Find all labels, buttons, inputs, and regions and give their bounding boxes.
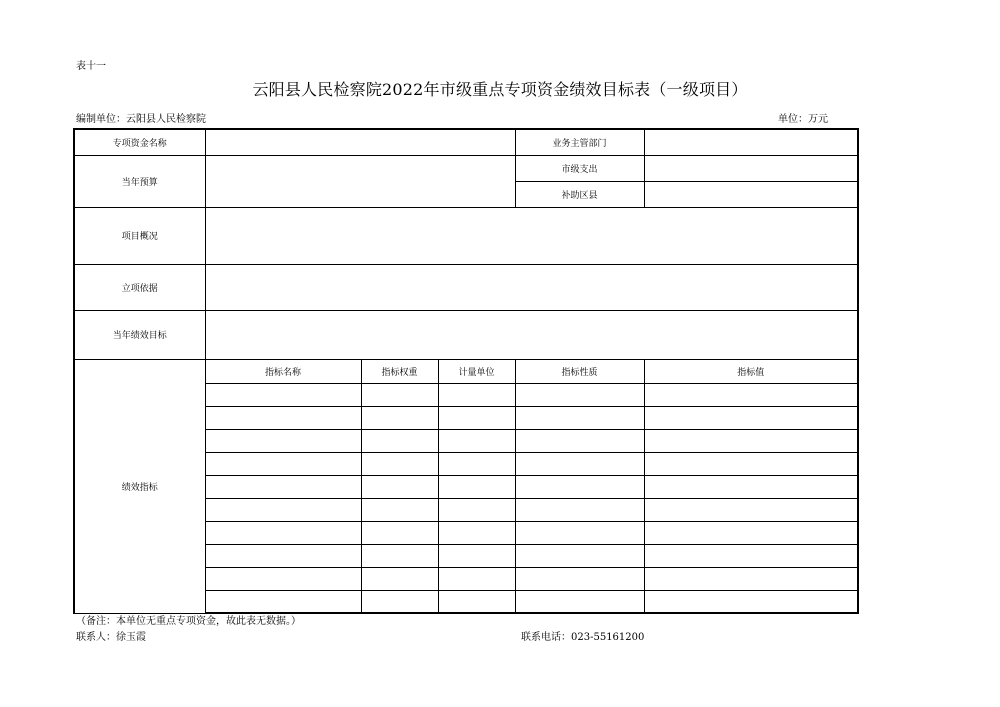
indicator-cell [438, 544, 515, 567]
indicator-cell [205, 475, 361, 498]
indicator-cell [361, 383, 438, 406]
indicator-cell [438, 383, 515, 406]
project-overview-label: 项目概况 [74, 207, 205, 264]
supervising-dept-value [644, 129, 858, 155]
document-number: 表十一 [76, 61, 106, 72]
indicator-cell [644, 406, 858, 429]
budget-value [205, 155, 515, 207]
indicator-cell [515, 590, 644, 613]
compiling-unit: 编制单位：云阳县人民检察院 [76, 114, 206, 125]
document-title: 云阳县人民检察院2022年市级重点专项资金绩效目标表（一级项目） [252, 80, 748, 99]
project-overview-value [205, 207, 858, 264]
indicator-cell [361, 590, 438, 613]
indicator-cell [361, 521, 438, 544]
city-expenditure-value [644, 155, 858, 181]
contact-phone: 联系电话：023-55161200 [521, 632, 645, 643]
indicator-cell [644, 383, 858, 406]
indicator-cell [438, 521, 515, 544]
indicator-cell [361, 475, 438, 498]
indicator-cell [515, 475, 644, 498]
indicator-cell [644, 544, 858, 567]
special-fund-name-value [205, 129, 515, 155]
subsidy-county-value [644, 181, 858, 207]
indicator-cell [361, 544, 438, 567]
indicator-cell [515, 544, 644, 567]
indicator-cell [205, 521, 361, 544]
indicator-cell [515, 406, 644, 429]
indicator-cell [644, 590, 858, 613]
indicator-cell [438, 429, 515, 452]
indicator-cell [438, 475, 515, 498]
supervising-dept-label: 业务主管部门 [515, 129, 644, 155]
performance-indicators-label: 绩效指标 [74, 359, 205, 613]
indicator-cell [205, 590, 361, 613]
indicator-cell [205, 452, 361, 475]
indicator-cell [361, 406, 438, 429]
special-fund-name-label: 专项资金名称 [74, 129, 205, 155]
indicator-value-header: 指标值 [644, 359, 858, 383]
annual-goal-label: 当年绩效目标 [74, 310, 205, 359]
annual-goal-value [205, 310, 858, 359]
indicator-cell [644, 475, 858, 498]
indicator-cell [205, 406, 361, 429]
indicator-cell [361, 498, 438, 521]
indicator-cell [515, 452, 644, 475]
indicator-cell [515, 429, 644, 452]
project-basis-label: 立项依据 [74, 264, 205, 310]
indicator-cell [515, 567, 644, 590]
indicator-cell [205, 567, 361, 590]
performance-target-table [73, 128, 859, 614]
measure-unit-header: 计量单位 [438, 359, 515, 383]
indicator-cell [361, 429, 438, 452]
indicator-nature-header: 指标性质 [515, 359, 644, 383]
indicator-cell [644, 498, 858, 521]
indicator-name-header: 指标名称 [205, 359, 361, 383]
indicator-cell [644, 521, 858, 544]
indicator-cell [438, 567, 515, 590]
indicator-cell [438, 406, 515, 429]
indicator-cell [205, 498, 361, 521]
contact-person: 联系人：徐玉霞 [76, 632, 146, 643]
indicator-cell [644, 429, 858, 452]
subsidy-county-label: 补助区县 [515, 181, 644, 207]
currency-unit: 单位：万元 [778, 114, 828, 125]
city-expenditure-label: 市级支出 [515, 155, 644, 181]
indicator-cell [515, 521, 644, 544]
indicator-cell [361, 452, 438, 475]
indicator-cell [515, 498, 644, 521]
indicator-cell [205, 429, 361, 452]
remark-note: （备注：本单位无重点专项资金，故此表无数据。） [76, 616, 301, 627]
project-basis-value [205, 264, 858, 310]
indicator-cell [205, 383, 361, 406]
indicator-cell [438, 498, 515, 521]
indicator-cell [438, 590, 515, 613]
indicator-cell [205, 544, 361, 567]
indicator-cell [438, 452, 515, 475]
indicator-weight-header: 指标权重 [361, 359, 438, 383]
indicator-cell [644, 567, 858, 590]
indicator-cell [515, 383, 644, 406]
indicator-cell [644, 452, 858, 475]
indicator-cell [361, 567, 438, 590]
budget-label: 当年预算 [74, 155, 205, 207]
